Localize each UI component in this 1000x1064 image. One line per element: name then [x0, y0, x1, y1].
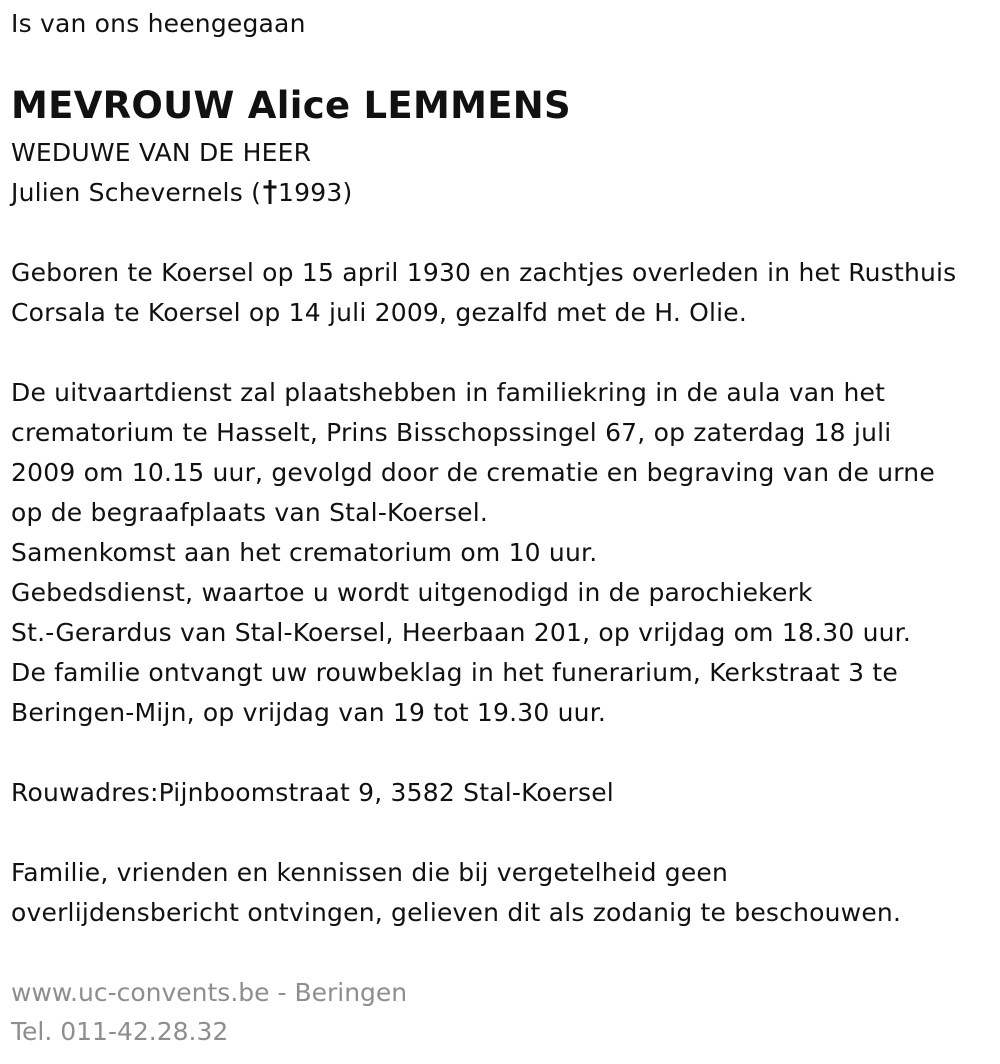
spouse-line	[11, 173, 352, 213]
birth-line: Corsala te Koersel op 14 juli 2009, gezalfd met de H. Olie.	[11, 298, 748, 327]
birth-paragraph	[11, 253, 996, 333]
funeral-home-phone: Tel. 011-42.28.32	[11, 1017, 229, 1046]
closing-line: Familie, vrienden en kennissen die bij vergetelheid geen	[11, 858, 729, 887]
closing-line: overlijdensbericht ontvingen, gelieven dit als zodanig te beschouwen.	[11, 898, 902, 927]
prayer-service-line: Gebedsdienst, waartoe u wordt uitgenodigd in de parochiekerk	[11, 578, 813, 607]
prayer-service-line: St.-Gerardus van Stal-Koersel, Heerbaan 201, op vrijdag om 18.30 uur.	[11, 618, 912, 647]
widow-title: WEDUWE VAN DE HEER	[11, 138, 312, 167]
spouse-name: Julien Schevernels (	[11, 178, 262, 207]
deceased-name: MEVROUW Alice LEMMENS	[11, 84, 571, 127]
address-line: Rouwadres:Pijnboomstraat 9, 3582 Stal-Koersel	[11, 778, 614, 807]
birth-line: Geboren te Koersel op 15 april 1930 en zachtjes overleden in het Rusthuis	[11, 258, 957, 287]
funeral-line: 2009 om 10.15 uur, gevolgd door de crematie en begraving van de urne	[11, 458, 935, 487]
closing-paragraph	[11, 853, 996, 933]
funeral-paragraph	[11, 373, 996, 733]
funeral-line: op de begraafplaats van Stal-Koersel.	[11, 498, 489, 527]
funeral-home-website: www.uc-convents.be - Beringen	[11, 978, 408, 1007]
intro-text: Is van ons heengegaan	[11, 9, 306, 38]
funeral-line: De uitvaartdienst zal plaatshebben in familiekring in de aula van het	[11, 378, 886, 407]
funeral-line: crematorium te Hasselt, Prins Bisschopssingel 67, op zaterdag 18 juli	[11, 418, 892, 447]
condolence-line: Beringen-Mijn, op vrijdag van 19 tot 19.30 uur.	[11, 698, 607, 727]
latin-cross-icon	[263, 179, 277, 205]
gathering-line: Samenkomst aan het crematorium om 10 uur.	[11, 538, 598, 567]
mourning-address	[11, 773, 996, 813]
condolence-line: De familie ontvangt uw rouwbeklag in het funerarium, Kerkstraat 3 te	[11, 658, 899, 687]
spouse-death-year: 1993)	[278, 178, 353, 207]
